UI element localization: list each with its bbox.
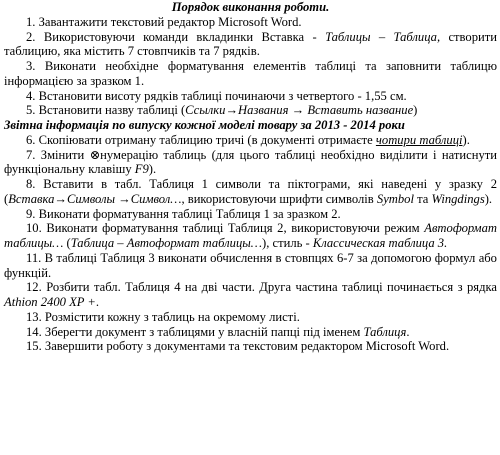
menu-path: Ссылки→Названия → Вставить название xyxy=(185,103,414,118)
step-2 xyxy=(4,30,497,60)
step-9 xyxy=(4,207,497,222)
font-name: Wingdings xyxy=(431,191,485,206)
step-1 xyxy=(4,15,497,30)
step-4 xyxy=(4,89,497,104)
step-14 xyxy=(4,325,497,340)
step-text: ), стиль - xyxy=(262,236,310,250)
step-5 xyxy=(4,103,497,118)
step-text: ) xyxy=(413,103,418,118)
step-7 xyxy=(4,148,497,178)
step-text: Використовуючи команди вкладинки Вставка - xyxy=(43,29,317,44)
step-text: Скопіювати отриману таблицию тричі (в документі отримаєте xyxy=(38,132,373,147)
step-number: 6. xyxy=(26,132,36,147)
step-6 xyxy=(4,133,497,148)
step-text: Виконати форматування таблиці Таблиця 1 за зразком 2. xyxy=(38,206,341,221)
step-text: ( xyxy=(66,236,71,250)
step-15 xyxy=(4,339,497,354)
menu-path: Таблицы – Таблица, xyxy=(325,29,441,44)
step-11 xyxy=(4,251,497,281)
step-text: створити таблицию, яка містить 7 стовпчиків та 7 рядків. xyxy=(4,29,497,59)
step-text: Зберегти документ з таблицями у власній папці під іменем xyxy=(44,324,361,339)
step-10 xyxy=(4,221,497,251)
step-text: . xyxy=(406,324,410,339)
step-number: 9. xyxy=(26,206,36,221)
row-name: Athion 2400 XP + xyxy=(4,295,96,309)
step-12 xyxy=(4,280,497,310)
step-text: Завантажити текстовий редактор Microsoft Word. xyxy=(38,14,302,29)
step-text: Змінити ⊗нумерацію таблиць (для цього таблиці необхідно виділити і натиснути функціональну клавішу xyxy=(4,147,497,177)
step-8 xyxy=(4,177,497,207)
step-number: 15. xyxy=(26,339,42,354)
step-number: 7. xyxy=(26,147,36,162)
style-name: Классическая таблица 3. xyxy=(312,236,448,250)
step-text: ). xyxy=(484,191,493,206)
step-text: Встановити назву таблиці ( xyxy=(38,103,186,118)
step-text: ). xyxy=(462,132,470,147)
step-number: 10. xyxy=(26,221,42,236)
step-number: 14. xyxy=(26,324,42,339)
step-number: 11. xyxy=(26,250,42,265)
page-title: Порядок виконання роботи. xyxy=(171,0,330,14)
step-text: Розмістити кожну з таблиць на окремому листі. xyxy=(44,309,300,324)
step-number: 12. xyxy=(26,280,42,295)
step-number: 8. xyxy=(26,177,36,191)
step-number: 1. xyxy=(26,14,36,29)
step-13 xyxy=(4,310,497,325)
step-text: Завершити роботу з документами та текстовим редактором Microsoft Word. xyxy=(44,339,450,354)
step-number: 5. xyxy=(26,103,36,118)
step-number: 3. xyxy=(26,59,36,73)
menu-path: Вставка→Символы →Символ… xyxy=(8,191,182,206)
menu-path: Автоформат таблицы… xyxy=(4,221,497,250)
step-text: . xyxy=(95,295,100,309)
section-heading: Звітна інформація по випуску кожної моделі товару за 2013 - 2014 роки xyxy=(4,118,405,132)
step-text: , використовуючи шрифти символів xyxy=(181,191,374,206)
emphasis-text: чотири таблиці xyxy=(375,132,463,147)
step-text: Встановити висоту рядків таблиці починаючи з четвертого - 1,55 см. xyxy=(38,88,407,103)
step-text: Виконати необхідне форматування елементів таблиці та заповнити таблицю інформацією за зразком 1. xyxy=(4,59,497,88)
step-text: Виконати форматування таблиці Таблиця 2, використовуючи режим xyxy=(46,221,420,236)
step-number: 13. xyxy=(26,309,42,324)
step-text: В таблиці Таблиця 3 виконати обчислення в стовпцях 6-7 за допомогою формул або функцій. xyxy=(4,250,497,280)
step-number: 4. xyxy=(26,88,36,103)
step-number: 2. xyxy=(26,29,36,44)
step-text: Вставити в табл. Таблиця 1 символи та піктограми, які наведені у зразку 2 ( xyxy=(4,177,497,206)
font-name: Symbol xyxy=(376,191,414,206)
step-text: ). xyxy=(148,162,157,177)
key-name: F9 xyxy=(134,162,149,177)
step-3 xyxy=(4,59,497,89)
step-text: Розбити табл. Таблиця 4 на дві части. Друга частина таблиці починається з рядка xyxy=(46,280,498,295)
file-name: Таблиця xyxy=(363,324,407,339)
menu-path: Таблица – Автоформат таблицы… xyxy=(70,236,262,250)
step-text: та xyxy=(417,191,429,206)
